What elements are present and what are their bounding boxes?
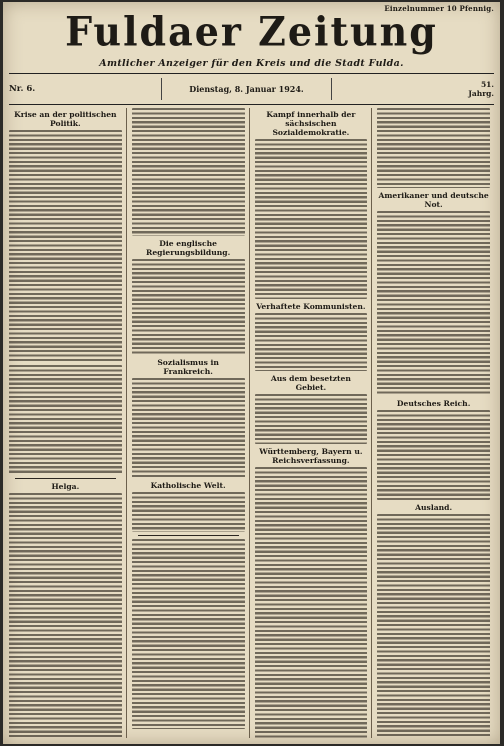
article-body [377,108,490,188]
article-headline: Deutsches Reich. [396,399,471,408]
feuilleton-body [132,539,245,729]
divider [138,535,239,536]
article-body [132,108,245,236]
issue-number: Nr. 6. [9,84,36,94]
article-body [377,211,490,396]
article-headline: Katholische Welt. [150,481,226,490]
article-body [377,514,490,738]
article-body [255,313,368,371]
article-headline: Kampf innerhalb der sächsischen Sozialdemokratie. [266,110,356,137]
column-4 [377,108,494,738]
article-body [132,378,245,478]
article-body [255,394,368,444]
masthead-subtitle: Amtlicher Anzeiger für den Kreis und die Stadt Fulda. [99,58,404,69]
feuilleton-headline: Helga. [51,482,80,491]
masthead-title: Fuldaer Zeitung [65,7,438,56]
article-headline: Württemberg, Bayern u. Reichsverfassung. [259,447,363,465]
issue-date: Dienstag, 8. Januar 1924. [161,78,332,100]
column-1 [9,108,127,738]
article-headline: Krise an der politischen Politik. [14,110,117,128]
volume-number: 51. Jahrg. [468,80,494,98]
column-2 [132,108,250,738]
newspaper-page [3,2,500,744]
article-body [255,139,368,299]
article-headline: Aus dem besetzten Gebiet. [270,374,351,392]
divider [15,478,116,479]
article-headline: Verhaftete Kommunisten. [256,302,366,311]
article-body [132,492,245,532]
article-body [255,467,368,738]
article-body [377,410,490,500]
price-note: Einzelnummer 10 Pfennig. [384,4,494,13]
article-headline: Amerikaner und deutsche Not. [378,191,489,209]
article-body [132,259,245,355]
article-body [9,130,122,362]
issue-info-bar [9,73,494,105]
article-headline: Die englische Regierungsbildung. [146,239,231,257]
column-3 [255,108,373,738]
article-headline: Sozialismus in Frankreich. [157,358,219,376]
feuilleton-body [9,493,122,738]
article-body [9,365,122,475]
article-columns [9,108,494,738]
article-headline: Ausland. [415,503,453,512]
